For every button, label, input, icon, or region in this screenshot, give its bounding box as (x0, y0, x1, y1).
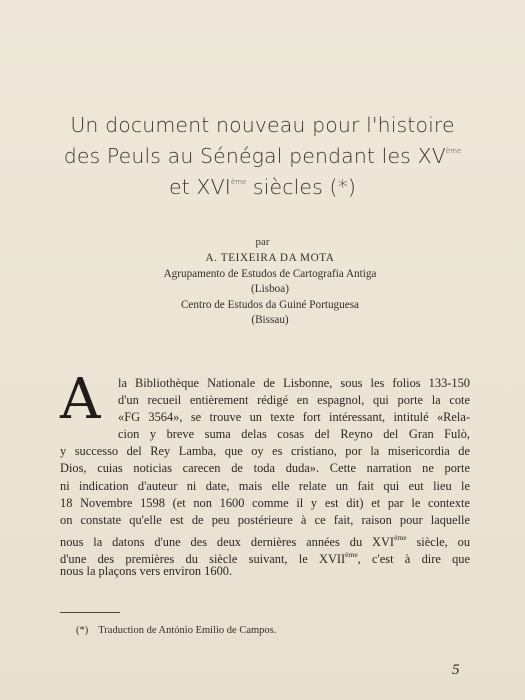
body-line-10-post: siècle, ou (406, 534, 471, 549)
title-line-2-text: des Peuls au Sénégal pendant les XV (63, 144, 446, 168)
body-paragraph (60, 375, 470, 580)
byline: par (255, 236, 270, 248)
body-line-10-pre: nous la datons d'une des deux dernières années du XVI (60, 534, 395, 549)
body-line: d'un recueil entièrement rédigé en espagnol, qui porte la cote (118, 393, 470, 408)
body-line: y successo del Rey Lamba, que oy es cristiano, por la misericordia de (60, 444, 470, 459)
article-title (40, 112, 485, 200)
footnote-mark: (*) (76, 625, 89, 636)
body-line: ni indication d'auteur ni date, mais elle relate un fait qui eut lieu le (60, 478, 470, 493)
body-line: 18 Novembre 1598 (et non 1600 comme il y est dit) et par le contexte (60, 495, 470, 510)
title-line-3-pre: et XVI (168, 175, 231, 199)
body-line: la Bibliothèque Nationale de Lisbonne, sous les folios 133-150 (118, 376, 470, 390)
title-line-2 (40, 138, 485, 169)
author-place-2: (Bissau) (251, 314, 289, 326)
author-affiliation-2: Centro de Estudos da Guiné Portuguesa (180, 298, 360, 311)
body-line-11-post: , c'est à dire que (357, 551, 471, 566)
body-line: cion y breve suma delas cosas del Reyno del Gran Fulò, (118, 427, 470, 442)
body-line-11-superscript: ème (345, 549, 358, 559)
title-line-3-superscript: ème (230, 178, 247, 186)
body-line: Dios, cuias noticias carecen de toda duda». Cette narration ne porte (60, 461, 470, 476)
body-line: on constate qu'elle est de peu postérieure à ce fait, raison pour laquelle (60, 512, 470, 527)
footnote-text: Traduction de António Emilio de Campos. (98, 625, 277, 636)
author-name: A. TEIXEIRA DA MOTA (205, 252, 335, 264)
body-line: nous la plaçons vers environ 1600. (60, 564, 233, 579)
body-line (60, 529, 471, 549)
title-line-1: Un document nouveau pour l'histoire (70, 113, 455, 137)
author-block (160, 251, 380, 329)
body-line (60, 546, 471, 566)
page-number: 5 (452, 662, 460, 678)
footnote-divider (60, 612, 120, 613)
body-line-10-superscript: ème (394, 532, 407, 542)
footnote (76, 625, 276, 636)
body-line: «FG 3564», se trouve un texte fort intéressant, intitulé «Rela- (118, 410, 470, 425)
author-place-1: (Lisboa) (251, 283, 289, 295)
body-line-11-pre: d'une des premières du siècle suivant, le XVII (60, 551, 346, 566)
title-line-2-superscript: ème (445, 147, 462, 155)
title-line-3 (40, 169, 485, 200)
drop-cap: A (60, 367, 101, 432)
author-affiliation-1: Agrupamento de Estudos de Cartografia Antiga (163, 267, 377, 280)
title-line-3-post: siècles (*) (246, 175, 357, 199)
